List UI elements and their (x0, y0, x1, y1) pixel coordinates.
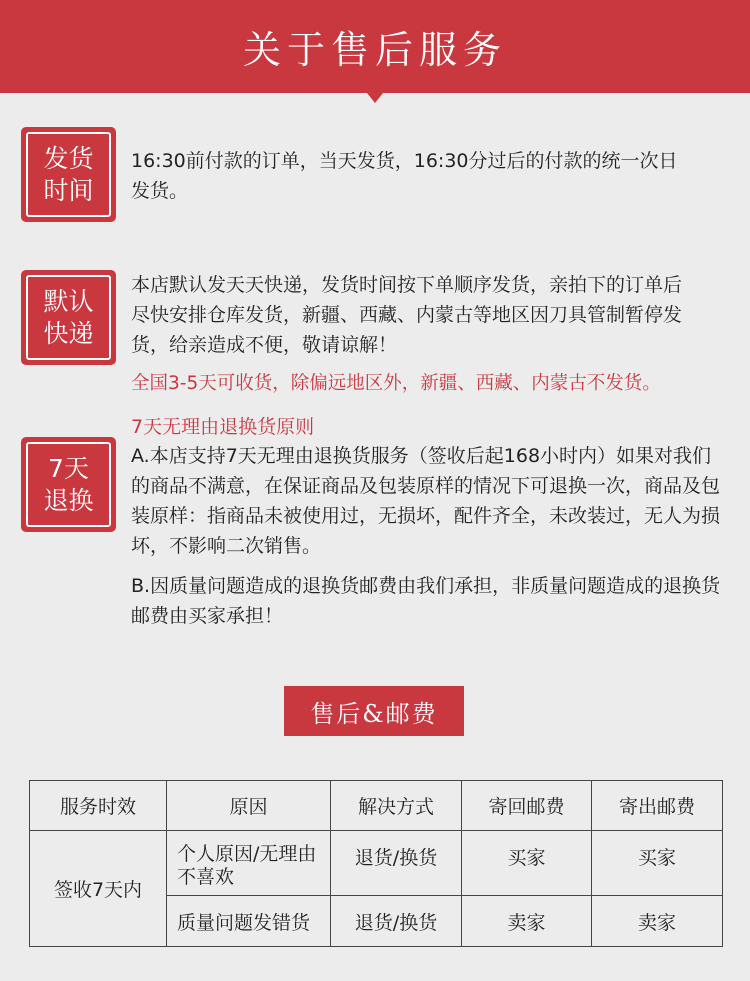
shipping-badge-label: 发货 时间 (26, 132, 111, 217)
table-row (30, 831, 723, 896)
table-header-row (30, 781, 723, 831)
solution-cell: 退货/换货 (331, 896, 462, 947)
postage-table (29, 780, 723, 947)
return-fee-cell: 卖家 (462, 896, 592, 947)
reason-cell: 质量问题发错货 (167, 896, 331, 947)
page-title: 关于售后服务 (242, 28, 507, 72)
returns-text-a: A.本店支持7天无理由退换货服务（签收后起168小时内）如果对我们的商品不满意，在保证商品及包装原样的情况下可退换一次，商品及包装原样：指商品未被使用过，无损坏，配件齐全，未改装过，无人为损坏，不影响二次销售。 (131, 445, 721, 557)
courier-badge-label: 默认 快递 (26, 275, 111, 360)
send-fee-cell: 买家 (592, 831, 723, 896)
solution-cell: 退货/换货 (331, 831, 462, 896)
header-arrow (367, 93, 383, 103)
table-header: 服务时效 (30, 781, 167, 831)
returns-heading: 7天无理由退换货原则 (131, 416, 315, 438)
courier-text: 本店默认发天天快递，发货时间按下单顺序发货，亲拍下的订单后尽快安排仓库发货，新疆、西藏、内蒙古等地区因刀具管制暂停发货，给亲造成不便，敬请谅解！ (131, 274, 683, 356)
shipping-text: 16:30前付款的订单，当天发货，16:30分过后的付款的统一次日发货。 (131, 150, 678, 202)
table-header: 寄出邮费 (592, 781, 723, 831)
returns-badge (21, 437, 116, 532)
courier-notice: 全国3-5天可收货，除偏远地区外，新疆、西藏、内蒙古不发货。 (131, 373, 661, 394)
send-fee-cell: 卖家 (592, 896, 723, 947)
page-header (0, 0, 750, 93)
table-header: 解决方式 (331, 781, 462, 831)
table-header: 寄回邮费 (462, 781, 592, 831)
shipping-badge (21, 127, 116, 222)
returns-text-b: B.因质量问题造成的退换货邮费由我们承担，非质量问题造成的退换货邮费由买家承担！ (131, 575, 721, 627)
section-title-after-sales-postage: 售后&邮费 (284, 686, 464, 736)
table-header: 原因 (167, 781, 331, 831)
courier-badge (21, 270, 116, 365)
reason-cell: 个人原因/无理由不喜欢 (167, 831, 331, 896)
returns-badge-label: 7天 退换 (26, 442, 111, 527)
return-fee-cell: 买家 (462, 831, 592, 896)
period-cell: 签收7天内 (30, 831, 167, 947)
